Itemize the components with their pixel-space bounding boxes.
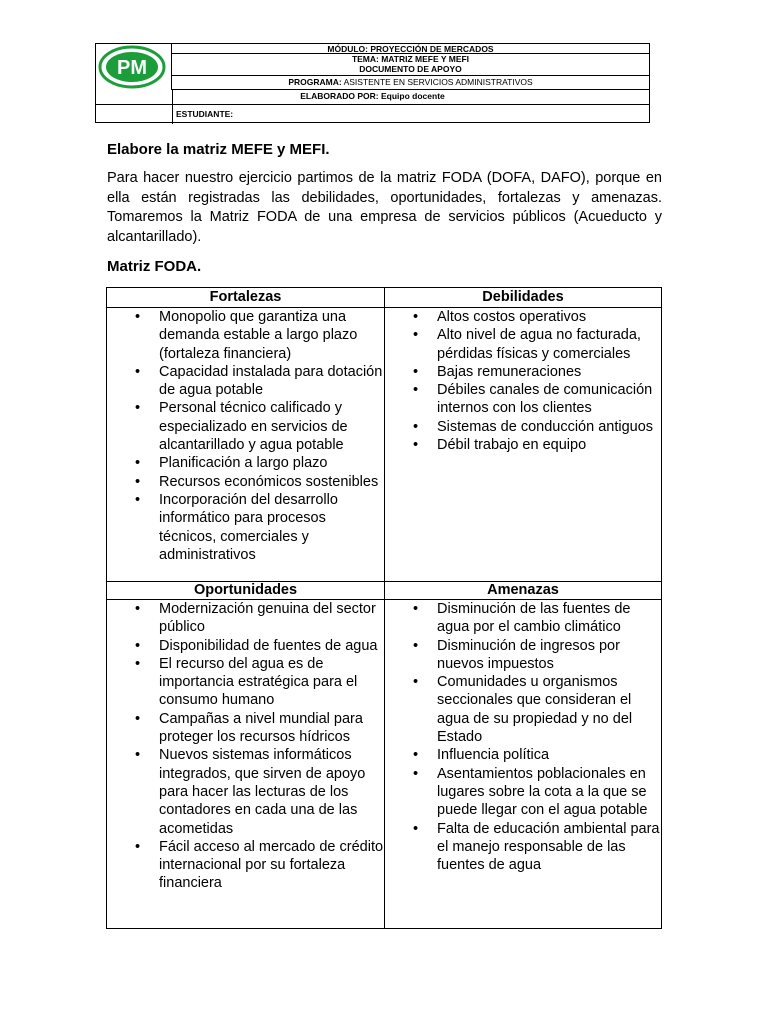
- oportunidades-list: [107, 600, 384, 893]
- estudiante-row: [96, 105, 649, 124]
- list-item: • Capacidad instalada para dotación de agua potable: [107, 363, 384, 400]
- documento-row: [172, 64, 649, 76]
- fortalezas-header: Fortalezas: [209, 289, 282, 305]
- fortalezas-list: [107, 308, 384, 564]
- list-item: • Personal técnico calificado y especializado en servicios de alcantarillado y agua potable: [107, 399, 384, 454]
- list-item: • Modernización genuina del sector público: [107, 600, 384, 637]
- list-item: • Falta de educación ambiental para el manejo responsable de las fuentes de agua: [385, 820, 661, 875]
- list-item: • Bajas remuneraciones: [385, 363, 661, 381]
- modulo-row: [172, 44, 649, 54]
- debilidades-list: [385, 308, 661, 454]
- list-item: • Campañas a nivel mundial para proteger los recursos hídricos: [107, 710, 384, 747]
- intro-paragraph: Para hacer nuestro ejercicio partimos de la matriz FODA (DOFA, DAFO), porque en ella están registradas las debilidades, oportunidades, fortalezas y amenazas. Tomaremos la Matriz FODA de una empresa de servicios públicos (Acueducto y alcantarillado).: [107, 170, 662, 245]
- list-item: • Disminución de ingresos por nuevos impuestos: [385, 637, 661, 674]
- amenazas-header: Amenazas: [487, 582, 559, 598]
- list-item: • El recurso del agua es de importancia estratégica para el consumo humano: [107, 655, 384, 710]
- document-header: [95, 43, 650, 123]
- programa-label: PROGRAMA:: [288, 77, 342, 87]
- list-item: • Disminución de las fuentes de agua por el cambio climático: [385, 600, 661, 637]
- modulo-label: MÓDULO: PROYECCIÓN DE MERCADOS: [327, 44, 494, 54]
- list-item: • Débiles canales de comunicación internos con los clientes: [385, 381, 661, 418]
- page-title: Elabore la matriz MEFE y MEFI.: [107, 141, 330, 158]
- list-item: • Comunidades u organismos seccionales que consideran el agua de su propiedad y no del Estado: [385, 673, 661, 746]
- list-item: • Sistemas de conducción antiguos: [385, 418, 661, 436]
- documento-label: DOCUMENTO DE APOYO: [359, 64, 462, 74]
- list-item: • Alto nivel de agua no facturada, pérdidas físicas y comerciales: [385, 326, 661, 363]
- programa-row: [172, 76, 649, 90]
- debilidades-cell: [385, 308, 661, 454]
- estudiante-label: ESTUDIANTE:: [176, 109, 234, 119]
- list-item: • Influencia política: [385, 746, 661, 764]
- debilidades-header: Debilidades: [482, 289, 564, 305]
- elaborado-row: [96, 90, 649, 105]
- list-item: • Incorporación del desarrollo informático para procesos técnicos, comerciales y administrativos: [107, 491, 384, 564]
- foda-table: [106, 287, 662, 929]
- tema-label: TEMA: MATRIZ MEFE Y MEFI: [351, 54, 470, 64]
- programa-value: ASISTENTE EN SERVICIOS ADMINISTRATIVOS: [343, 77, 533, 87]
- elaborado-value: Equipo docente: [381, 91, 445, 101]
- amenazas-cell: [385, 600, 661, 874]
- list-item: • Fácil acceso al mercado de crédito internacional por su fortaleza financiera: [107, 838, 384, 893]
- foda-subtitle: Matriz FODA.: [107, 258, 202, 275]
- institution-logo: [98, 45, 166, 89]
- logo-text: PM: [117, 57, 147, 79]
- list-item: • Disponibilidad de fuentes de agua: [107, 637, 384, 655]
- list-item: • Altos costos operativos: [385, 308, 661, 326]
- header-divider: [172, 90, 173, 124]
- elaborado-label: ELABORADO POR:: [300, 91, 379, 101]
- amenazas-list: [385, 600, 661, 874]
- list-item: • Débil trabajo en equipo: [385, 436, 661, 454]
- logo-cell: [96, 44, 172, 90]
- list-item: • Nuevos sistemas informáticos integrados, que sirven de apoyo para hacer las lecturas de los contadores en cada una de las acometidas: [107, 746, 384, 837]
- fortalezas-cell: [107, 308, 384, 564]
- list-item: • Monopolio que garantiza una demanda estable a largo plazo (fortaleza financiera): [107, 308, 384, 363]
- tema-row: [172, 54, 649, 64]
- oportunidades-header: Oportunidades: [193, 582, 298, 598]
- list-item: • Recursos económicos sostenibles: [107, 473, 384, 491]
- oportunidades-cell: [107, 600, 384, 893]
- list-item: • Planificación a largo plazo: [107, 454, 384, 472]
- list-item: • Asentamientos poblacionales en lugares sobre la cota a la que se puede llegar con el agua potable: [385, 765, 661, 820]
